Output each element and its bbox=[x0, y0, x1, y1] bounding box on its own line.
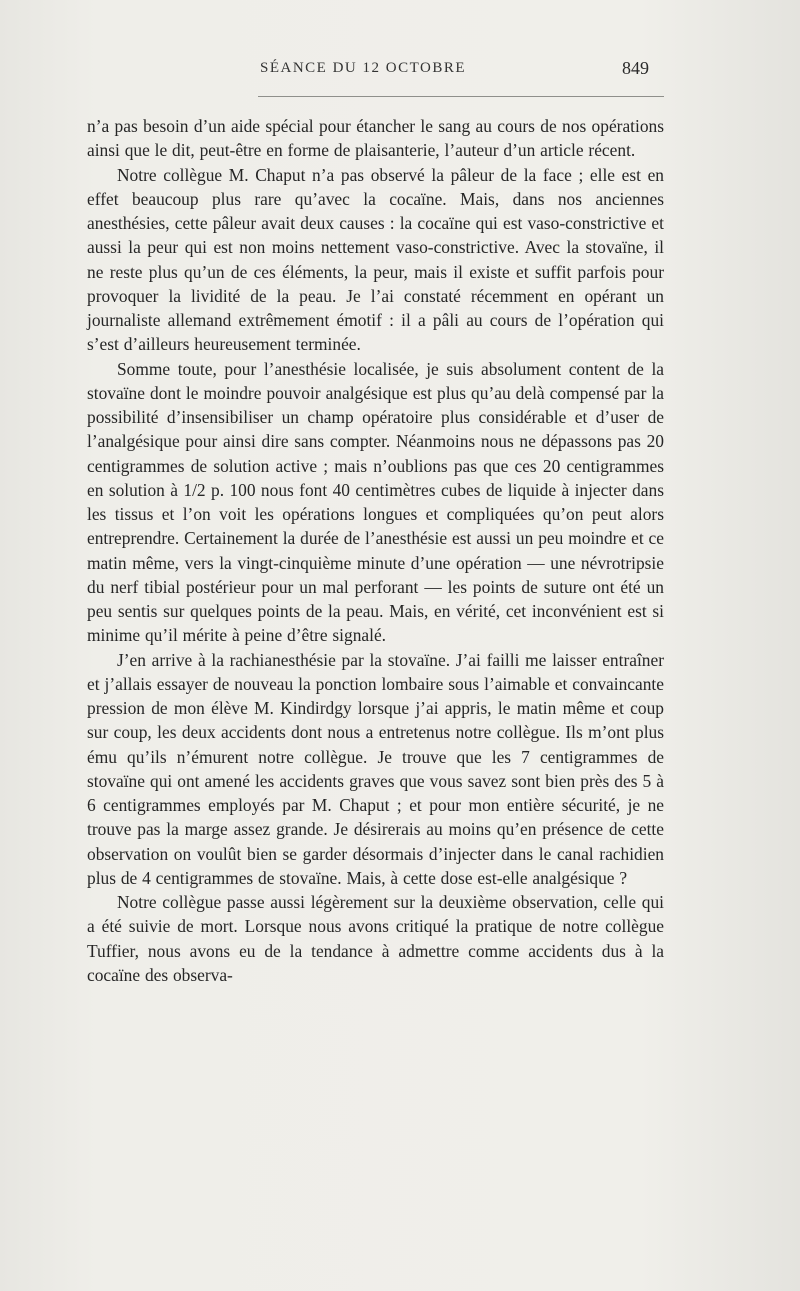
paragraph: Notre collègue passe aussi légèrement sur la deuxième observation, celle qui a été suivie de mort. Lorsque nous avons critiqué la pratique de notre collègue Tuffier, nous avons eu de la tendance à admettre comme accidents dus à la cocaïne des observa- bbox=[87, 892, 664, 985]
running-title: SÉANCE DU 12 OCTOBRE bbox=[260, 60, 466, 76]
paragraph: n’a pas besoin d’un aide spécial pour étancher le sang au cours de nos opérations ainsi que le dit, peut-être en forme de plaisanterie, l’auteur d’un article récent. bbox=[87, 116, 664, 161]
paragraph: Somme toute, pour l’anesthésie localisée, je suis absolument content de la stovaïne dont le moindre pouvoir analgésique est plus qu’au delà compensé par la possibilité d’insensibiliser un champ opératoire plus considérable et d’user de l’analgésique pour ainsi dire sans compter. Néanmoins nous ne dépassons pas 20 centigrammes de solution active ; mais n’oublions pas que ces 20 centigrammes en solution à 1/2 p. 100 nous font 40 centimètres cubes de liquide à injecter dans les tissus et l’on voit les opérations longues et compliquées qu’on peut alors entreprendre. Certainement la durée de l’anesthésie est aussi un peu moindre et ce matin même, vers la vingt-cinquième minute d’une opération — une névrotripsie du nerf tibial postérieur pour un mal perforant — les points de suture ont été un peu sentis sur quelques points de la peau. Mais, en vérité, cet inconvénient est si minime qu’il mérite à peine d’être signalé. bbox=[87, 358, 664, 646]
body-text bbox=[87, 114, 664, 987]
header-rule bbox=[258, 96, 664, 97]
page-number: 849 bbox=[622, 58, 649, 78]
paragraph: Notre collègue M. Chaput n’a pas observé la pâleur de la face ; elle est en effet beaucoup plus rare qu’avec la cocaïne. Mais, dans nos anciennes anesthésies, cette pâleur avait deux causes : la cocaïne qui est vaso-constrictive et aussi la peur qui est non moins nettement vaso-constrictive. Avec la stovaïne, il ne reste plus qu’un de ces éléments, la peur, mais il existe et suffit parfois pour provoquer la lividité de la peau. Je l’ai constaté récemment en opérant un journaliste allemand extrêmement émotif : il a pâli au cours de l’opération qui s’est d’ailleurs heureusement terminée. bbox=[87, 164, 664, 355]
paragraph: J’en arrive à la rachianesthésie par la stovaïne. J’ai failli me laisser entraîner et j’allais essayer de nouveau la ponction lombaire sous l’aimable et convaincante pression de mon élève M. Kindirdgy lorsque j’ai appris, le matin même et coup sur coup, les deux accidents dont nous a entretenus notre collègue. Ils m’ont plus ému qu’ils n’émurent notre collègue. Je trouve que les 7 centigrammes de stovaïne qui ont amené les accidents graves que vous savez sont bien près des 5 à 6 centigrammes employés par M. Chaput ; et pour mon entière sécurité, je ne trouve pas la marge assez grande. Je désirerais au moins qu’en présence de cette observation on voulût bien se garder désormais d’injecter dans le canal rachidien plus de 4 centigrammes de stovaïne. Mais, à cette dose est-elle analgésique ? bbox=[87, 649, 664, 888]
